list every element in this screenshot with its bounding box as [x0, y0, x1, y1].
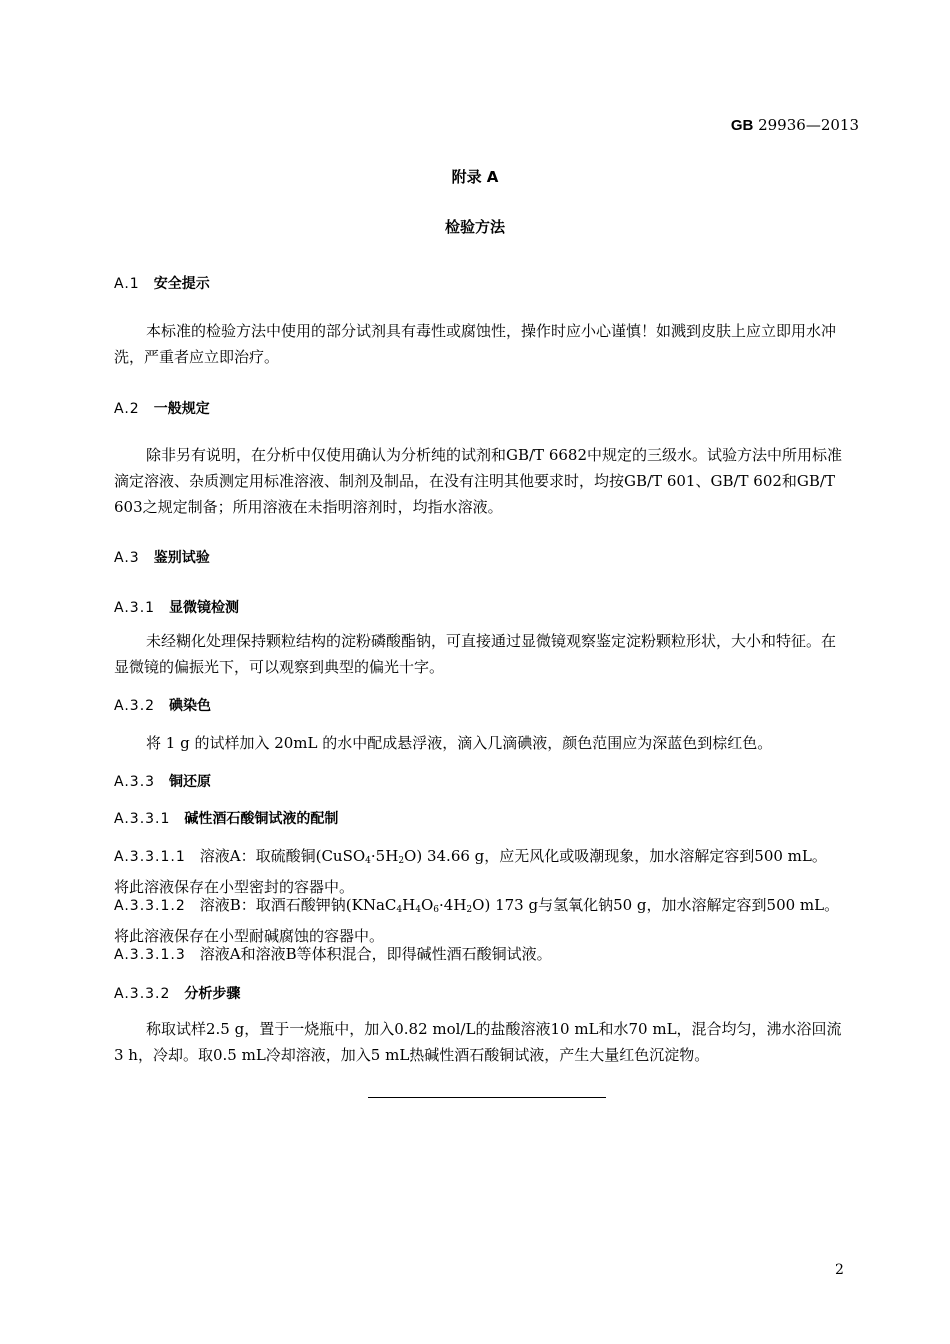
paragraph-a32: 将 1 g 的试样加入 20mL 的水中配成悬浮液，滴入几滴碘液，颜色范围应为深蓝色到棕红色。: [146, 734, 773, 752]
end-rule: [368, 1097, 606, 1098]
section-heading-a33: A.3.3 铜还原: [114, 774, 212, 790]
section-heading-a331: A.3.3.1 碱性酒石酸铜试液的配制: [114, 811, 339, 827]
section-heading-a3: A.3 鉴别试验: [114, 550, 210, 566]
paragraph-a332: 称取试样2.5 g，置于一烧瓶中，加入0.82 mol/L的盐酸溶液10 mL和水70 mL，混合均匀，沸水浴回流3 h，冷却。取0.5 mL冷却溶液，加入5 mL热碱性酒石酸铜试液，产生大量红色沉淀物。: [114, 1020, 842, 1064]
section-heading-a332: A.3.3.2 分析步骤: [114, 986, 241, 1002]
paragraph-a3312: A.3.3.1.2 溶液B：取酒石酸钾钠$(KNaC_4H_4O_6\cdot 4H_2O)$ 173 g与氢氧化钠50 g，加水溶解定容到500 mL。 将此溶液保存在小型耐碱腐蚀的容器中。: [114, 896, 840, 945]
page-number: 2: [835, 1262, 844, 1278]
paragraph-a3313: A.3.3.1.3 溶液A和溶液B等体积混合，即得碱性酒石酸铜试液。: [114, 945, 552, 963]
section-heading-a1: A.1 安全提示: [114, 276, 210, 292]
paragraph-a31: 未经糊化处理保持颗粒结构的淀粉磷酸酯钠，可直接通过显微镜观察鉴定淀粉颗粒形状，大小和特征。在显微镜的偏振光下，可以观察到典型的偏光十字。: [114, 632, 837, 676]
section-heading-a2: A.2 一般规定: [114, 401, 210, 417]
paragraph-a1: 本标准的检验方法中使用的部分试剂具有毒性或腐蚀性，操作时应小心谨慎！如溅到皮肤上应立即用水冲洗，严重者应立即治疗。: [114, 322, 837, 366]
appendix-subtitle: 检验方法: [444, 218, 505, 236]
standard-code: GB 29936—2013: [730, 116, 859, 134]
section-heading-a31: A.3.1 显微镜检测: [114, 600, 240, 616]
appendix-title: 附录 A: [451, 168, 499, 186]
section-heading-a32: A.3.2 碘染色: [114, 698, 212, 714]
paragraph-a3311: A.3.3.1.1 溶液A：取硫酸铜$(CuSO_4\cdot 5H_2O)$ 34.66 g，应无风化或吸潮现象，加水溶解定容到500 mL。 将此溶液保存在小型密封的容器中。: [114, 847, 827, 896]
paragraph-a2: 除非另有说明，在分析中仅使用确认为分析纯的试剂和GB/T 6682中规定的三级水。试验方法中所用标准滴定溶液、杂质测定用标准溶液、制剂及制品，在没有注明其他要求时，均按GB/T 601、GB/T 602和GB/T 603之规定制备；所用溶液在未指明溶剂时，均指水溶液。: [114, 446, 843, 516]
